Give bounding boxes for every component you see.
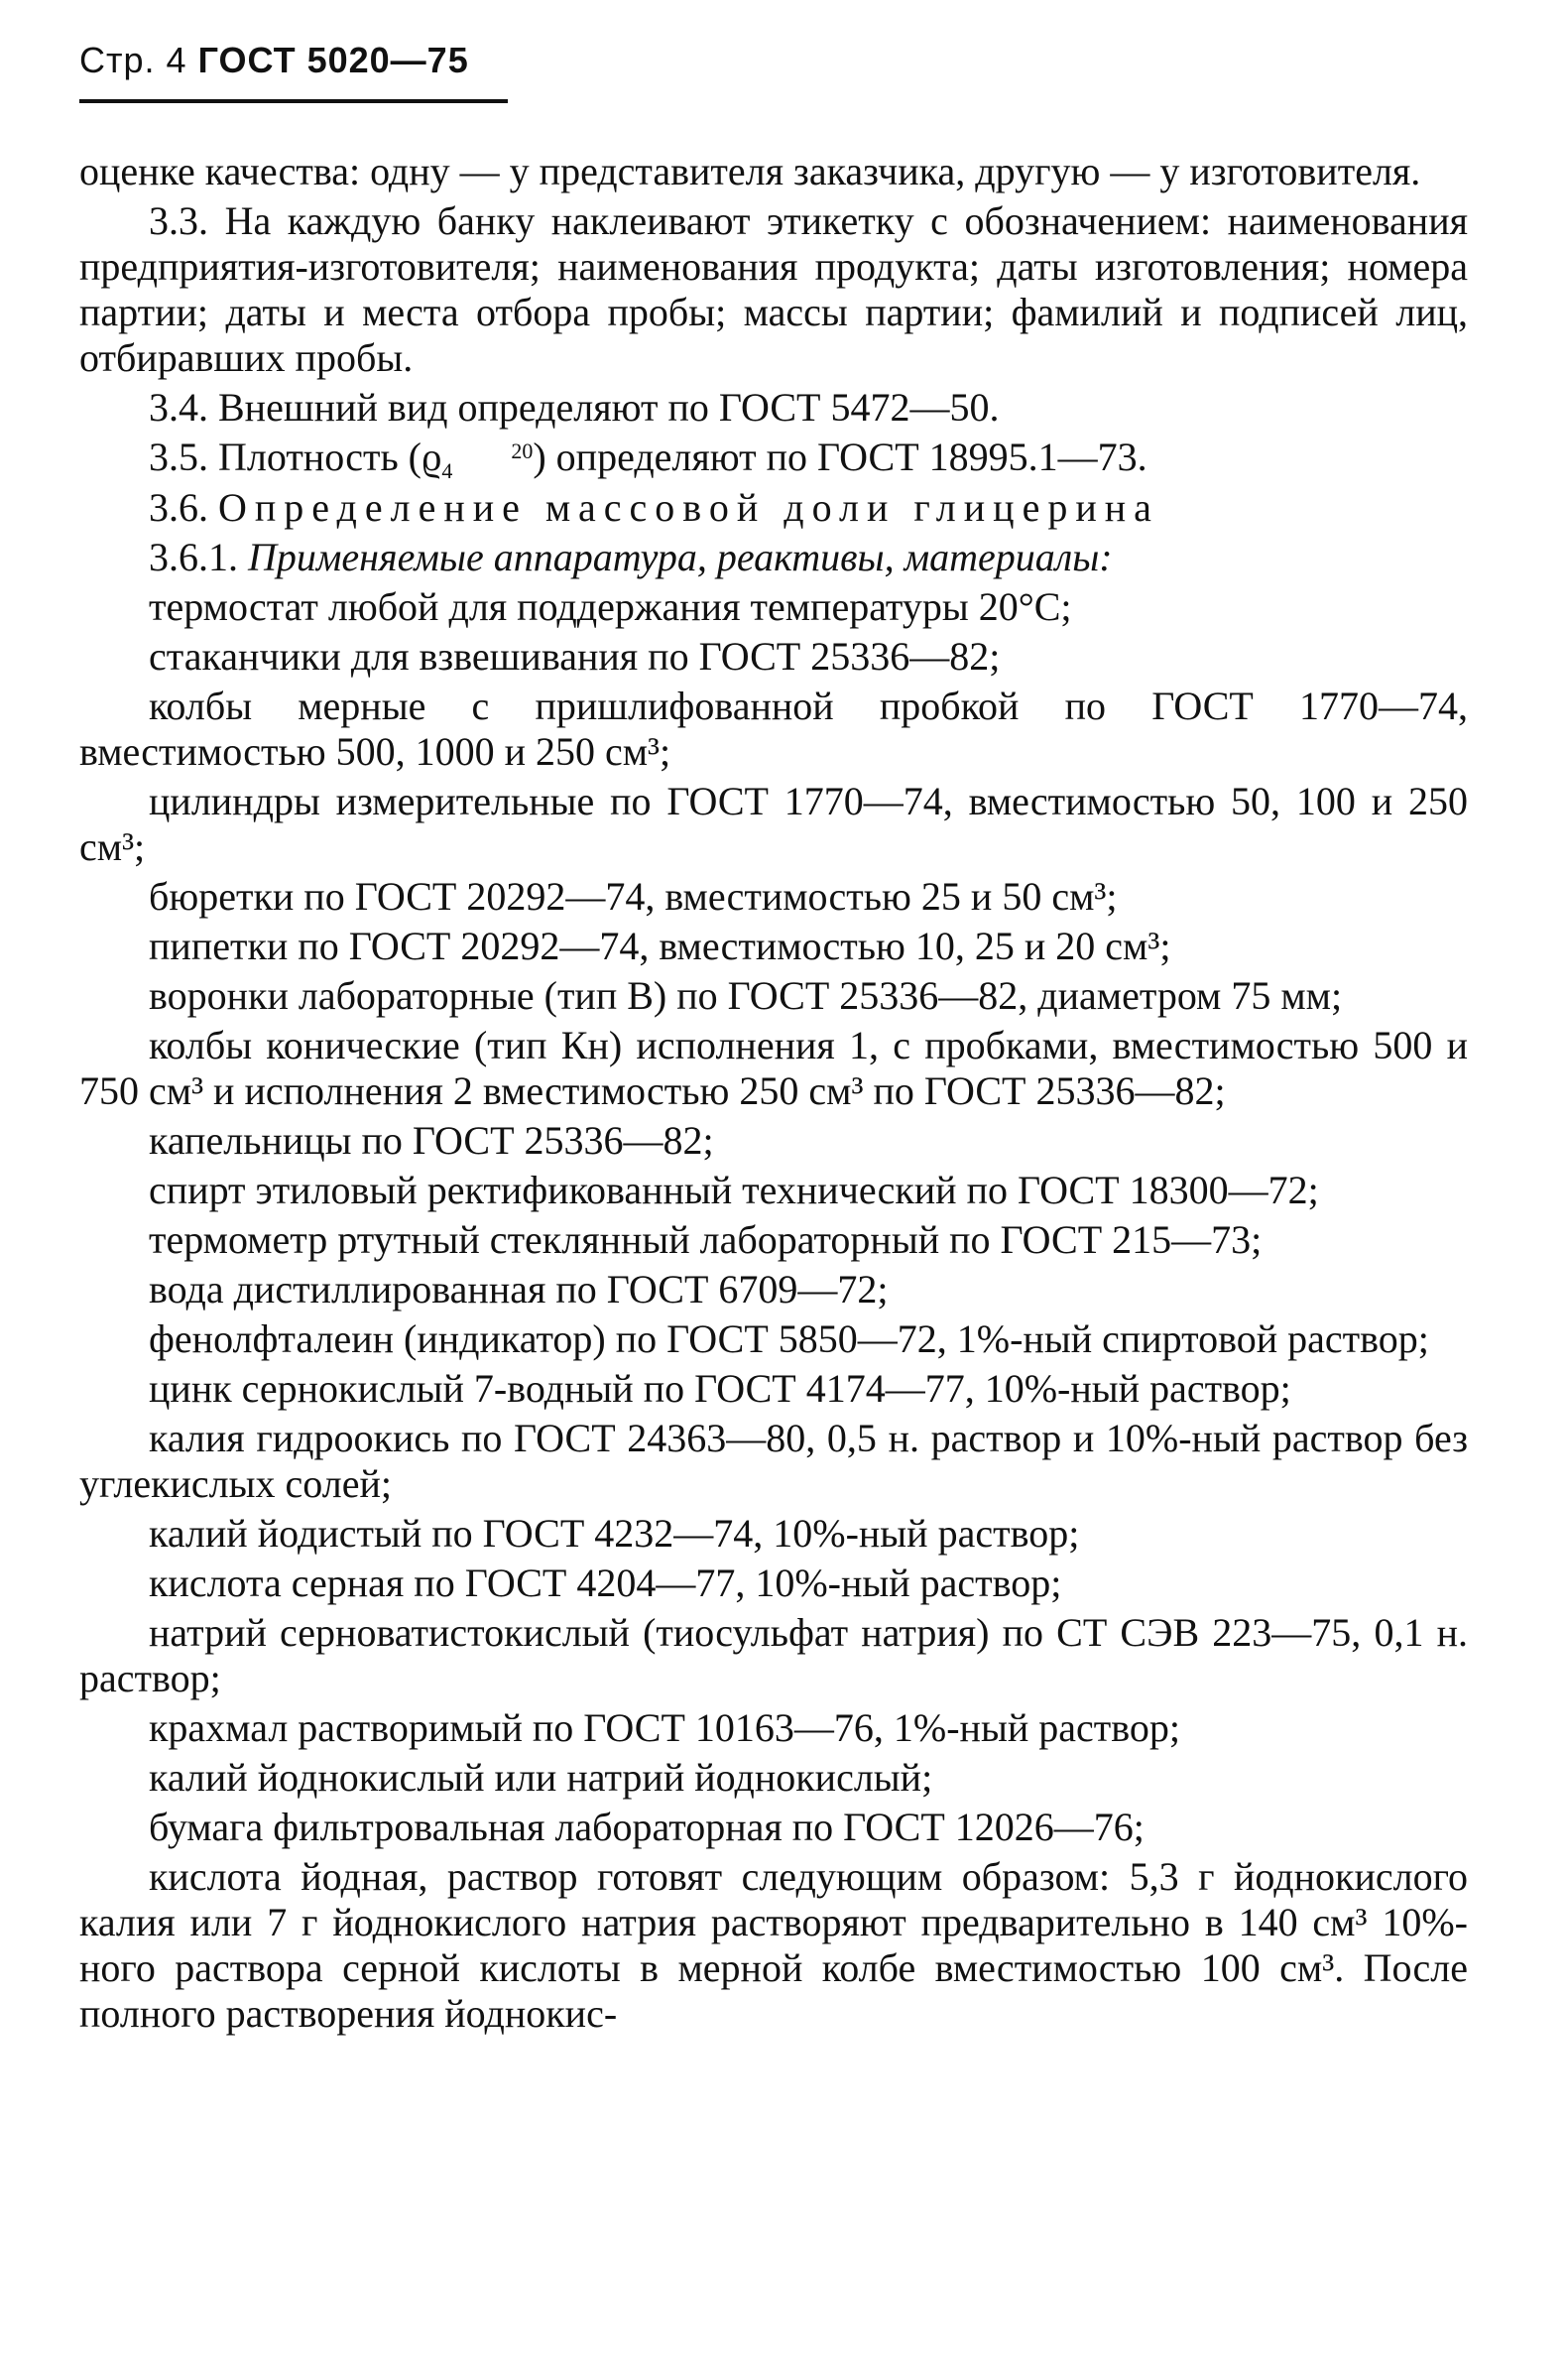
density-text-end: ) определяют по ГОСТ 18995.1—73. (533, 435, 1147, 479)
subsection-heading-3-6-1 (79, 535, 1468, 580)
list-item: калий йоднокислый или натрий йоднокислый; (149, 1754, 933, 1800)
paragraph-continuation: оценке качества: одну — у представителя заказчика, другую — у изготовителя. (79, 149, 1421, 193)
list-item: термостат любой для поддержания температуры 20°С; (149, 583, 1072, 629)
list-item: фенолфталеин (индикатор) по ГОСТ 5850—72, 1%-ный спиртовой раствор; (149, 1315, 1429, 1361)
paragraph-3-4: 3.4. Внешний вид определяют по ГОСТ 5472—50. (149, 385, 1000, 430)
density-symbol: ϱ (422, 435, 442, 479)
section-number: 3.6. (149, 484, 208, 530)
list-item: калий йодистый по ГОСТ 4232—74, 10%-ный раствор; (149, 1510, 1080, 1556)
density-text-start: 3.5. Плотность ( (149, 435, 422, 479)
subsection-title: Применяемые аппаратура, реактивы, материалы: (248, 534, 1113, 579)
list-item: капельницы по ГОСТ 25336—82; (149, 1117, 714, 1163)
list-item: термометр ртутный стеклянный лабораторный по ГОСТ 215—73; (149, 1216, 1263, 1262)
density-subscript: 4 (441, 457, 453, 483)
list-item: колбы мерные с пришлифованной пробкой по ГОСТ 1770—74, вместимостью 500, 1000 и 250 см³; (79, 683, 1468, 774)
subsection-number: 3.6.1. (149, 534, 238, 579)
list-item: кислота серная по ГОСТ 4204—77, 10%-ный раствор; (149, 1560, 1062, 1605)
list-item: колбы конические (тип Кн) исполнения 1, с пробками, вместимостью 500 и 750 см³ и исполнения 2 вместимостью 250 см³ по ГОСТ 25336—82; (79, 1022, 1468, 1113)
section-heading-3-6 (79, 485, 1468, 531)
list-item: кислота йодная, раствор готовят следующим образом: 5,3 г йоднокислого калия или 7 г йоднокислого натрия растворяют предварительно в 140 см³ 10%-ного раствора серной кислоты в мерной колбе вместимостью 100 см³. После полного растворения йоднокис- (79, 1853, 1468, 2036)
density-superscript: 20 (511, 437, 534, 463)
list-item: крахмал растворимый по ГОСТ 10163—76, 1%-ный раствор; (149, 1704, 1180, 1750)
header-rule (79, 99, 508, 103)
list-item: бумага фильтровальная лабораторная по ГОСТ 12026—76; (149, 1804, 1145, 1849)
list-item: цинк сернокислый 7-водный по ГОСТ 4174—77, 10%-ный раствор; (149, 1365, 1291, 1411)
list-item: воронки лабораторные (тип В) по ГОСТ 25336—82, диаметром 75 мм; (149, 972, 1343, 1018)
list-item: цилиндры измерительные по ГОСТ 1770—74, вместимостью 50, 100 и 250 см³; (79, 778, 1468, 869)
list-item: пипетки по ГОСТ 20292—74, вместимостью 10, 25 и 20 см³; (149, 923, 1171, 968)
page-header (79, 40, 469, 81)
standard-number: ГОСТ 5020—75 (197, 40, 469, 80)
list-item: стаканчики для взвешивания по ГОСТ 25336—82; (149, 633, 1001, 679)
document-body (79, 149, 1468, 2041)
section-title: Определение массовой доли глицерина (218, 484, 1159, 530)
list-item: калия гидроокись по ГОСТ 24363—80, 0,5 н. раствор и 10%-ный раствор без углекислых солей; (79, 1415, 1468, 1506)
list-item: вода дистиллированная по ГОСТ 6709—72; (149, 1266, 889, 1311)
paragraph-3-5 (79, 435, 1468, 481)
list-item: натрий серноватистокислый (тиосульфат натрия) по СТ СЭВ 223—75, 0,1 н. раствор; (79, 1609, 1468, 1700)
list-item: бюретки по ГОСТ 20292—74, вместимостью 25 и 50 см³; (149, 873, 1118, 919)
paragraph-3-3: 3.3. На каждую банку наклеивают этикетку с обозначением: наименования предприятия-изготовителя; наименования продукта; даты изготовления; номера партии; даты и места отбора пробы; массы партии; фамилий и подписей лиц, отбиравших пробы. (79, 198, 1468, 380)
page-number: Стр. 4 (79, 40, 187, 80)
density-indices (441, 437, 534, 483)
list-item: спирт этиловый ректификованный технический по ГОСТ 18300—72; (149, 1167, 1319, 1212)
